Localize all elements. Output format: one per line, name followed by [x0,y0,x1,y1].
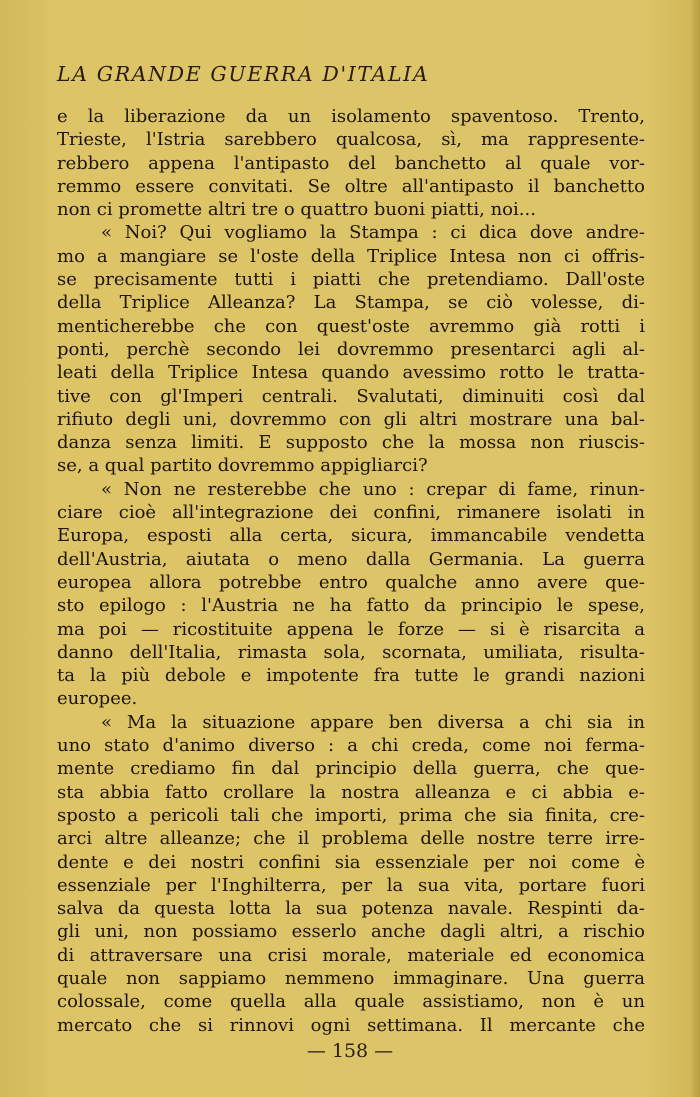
text-line: colossale, come quella alla quale assistiamo, non è un [57,991,645,1013]
text-line: mente crediamo fin dal principio della guerra, che que- [57,758,645,780]
text-line: sta abbia fatto crollare la nostra alleanza e ci abbia e- [57,781,645,803]
text-line: tive con gl'Imperi centrali. Svalutati, diminuiti così dal [57,385,645,407]
text-line: ta la più debole e impotente fra tutte le grandi nazioni [57,665,645,687]
text-line: essenziale per l'Inghilterra, per la sua vita, portare fuori [57,874,645,896]
text-line: « Ma la situazione appare ben diversa a chi sia in [101,711,645,733]
text-line: danza senza limiti. E supposto che la mossa non riuscis- [57,432,645,454]
text-line: rebbero appena l'antipasto del banchetto al quale vor- [57,152,645,174]
text-line: rifiuto degli uni, dovremmo con gli altri mostrare una bal- [57,408,645,430]
text-line: « Noi? Qui vogliamo la Stampa : ci dica dove andre- [101,222,645,244]
text-line: europea allora potrebbe entro qualche anno avere que- [57,571,645,593]
running-head: LA GRANDE GUERRA D'ITALIA [57,62,430,86]
text-line: non ci promette altri tre o quattro buoni piatti, noi... [57,199,536,221]
text-line: uno stato d'animo diverso : a chi creda, come noi ferma- [57,735,645,757]
text-line: remmo essere convitati. Se oltre all'antipasto il banchetto [57,175,645,197]
text-line: salva da questa lotta la sua potenza navale. Respinti da- [57,898,645,920]
text-line: mercato che si rinnovi ogni settimana. Il mercante che [57,1014,645,1036]
text-line: sto epilogo : l'Austria ne ha fatto da principio le spese, [57,595,645,617]
text-line: « Non ne resterebbe che uno : crepar di fame, rinun- [101,478,645,500]
text-line: dell'Austria, aiutata o meno dalla Germania. La guerra [57,548,645,570]
text-line: ciare cioè all'integrazione dei confini, rimanere isolati in [57,502,645,524]
text-line: arci altre alleanze; che il problema delle nostre terre irre- [57,828,645,850]
text-line: mo a mangiare se l'oste della Triplice Intesa non ci offris- [57,245,645,267]
text-line: sposto a pericoli tali che importi, prima che sia finita, cre- [57,804,645,826]
text-line: menticherebbe che con quest'oste avremmo già rotti i [57,315,645,337]
text-line: leati della Triplice Intesa quando avessimo rotto le tratta- [57,362,645,384]
page-number: — 158 — [306,1040,394,1062]
text-line: Trieste, l'Istria sarebbero qualcosa, sì, ma rappresente- [57,129,645,151]
text-line: europee. [57,688,138,710]
text-line: della Triplice Alleanza? La Stampa, se ciò volesse, di- [57,292,645,314]
text-line: dente e dei nostri confini sia essenziale per noi come è [57,851,645,873]
text-line: quale non sappiamo nemmeno immaginare. Una guerra [57,967,645,989]
text-line: danno dell'Italia, rimasta sola, scornata, umiliata, risulta- [57,641,645,663]
text-line: se, a qual partito dovremmo appigliarci? [57,455,428,477]
text-line: Europa, esposti alla certa, sicura, immancabile vendetta [57,525,645,547]
text-line: ponti, perchè secondo lei dovremmo presentarci agli al- [57,338,645,360]
body-text [57,105,645,1037]
text-line: e la liberazione da un isolamento spaventoso. Trento, [57,106,645,127]
text-line: di attraversare una crisi morale, materiale ed economica [57,944,645,966]
text-line: gli uni, non possiamo esserlo anche dagli altri, a rischio [57,921,645,943]
text-line: se precisamente tutti i piatti che pretendiamo. Dall'oste [57,269,645,291]
text-line: ma poi — ricostituite appena le forze — si è risarcita a [57,618,645,640]
